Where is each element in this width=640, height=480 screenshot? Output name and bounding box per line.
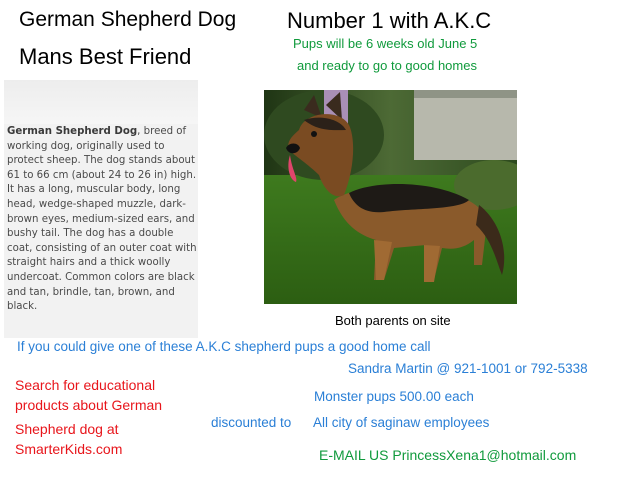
german-shepherd-image — [264, 90, 517, 304]
scan-faded-area — [4, 80, 198, 124]
akc-heading: Number 1 with A.K.C — [287, 8, 492, 33]
page-title: German Shepherd Dog — [19, 8, 237, 31]
encyclopedia-text — [7, 125, 197, 315]
call-text: If you could give one of these A.K.C shepherd pups a good home call — [17, 339, 431, 354]
encyclopedia-scan — [4, 80, 198, 338]
contact-text: Sandra Martin @ 921-1001 or 792-5338 — [348, 361, 588, 376]
edu-line-3: Shepherd dog at — [15, 421, 119, 437]
encyclopedia-body: , breed of working dog, originally used to protect sheep. The dog stands about 61 to 66 cm (about 24 to 26 in) high. It has a long, muscular body, long head, wedge-shaped muzzle, dark-brown eyes, medium-sized ears, and bushy tail. The dog has a double coat, consisting of an outer coat with straight hairs and a thick woolly undercoat. Common colors are black and tan, brindle, tan, brown, and black. — [7, 126, 197, 313]
price-text: Monster pups 500.00 each — [314, 389, 474, 404]
photo-caption: Both parents on site — [335, 313, 451, 328]
encyclopedia-term: German Shepherd Dog — [7, 126, 138, 137]
page-subtitle: Mans Best Friend — [19, 44, 192, 69]
discount-label: discounted to — [211, 415, 292, 430]
pups-age-text: Pups will be 6 weeks old June 5 — [293, 36, 478, 51]
edu-line-2: products about German — [15, 397, 163, 413]
email-link[interactable]: E-MAIL US PrincessXena1@hotmail.com — [319, 447, 577, 463]
discount-target: All city of saginaw employees — [313, 415, 490, 430]
edu-line-1: Search for educational — [15, 377, 156, 393]
ready-text: and ready to go to good homes — [297, 58, 477, 73]
smarterkids-link[interactable] — [15, 375, 200, 459]
dog-photo — [264, 90, 517, 304]
edu-line-4: SmarterKids.com — [15, 441, 123, 457]
